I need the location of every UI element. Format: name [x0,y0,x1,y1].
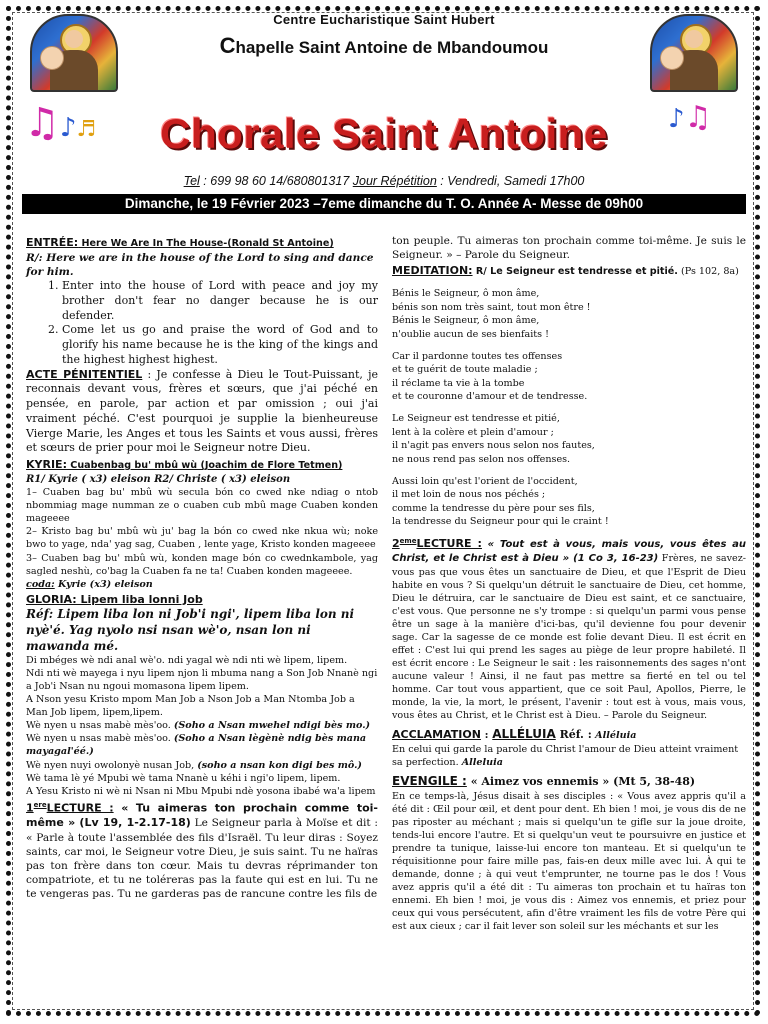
gloria-line-8: A Yesu Kristo ni wè ni Nsan ni Mbu Mpubi ndè yosona ibabé wa'a lipem [26,785,376,797]
gloria-line-6b: (soho a nsan kon digi bes mô.) [197,759,362,771]
lecture2-num: 2 [392,537,400,551]
psalm-line: comme la tendresse du père pour ses fils, [392,502,595,514]
psalm-line: Car il pardonne toutes tes offenses [392,350,563,362]
psalm-line: Le Seigneur est tendresse et pitié, [392,413,560,425]
acte-text: : Je confesse à Dieu le Tout-Puissant, je reconnais devant vous, frères et sœurs, que j'ai péché en pensée, en parole, par action et par omission ; oui j'ai vraiment péché. C'est pourquoi je supplie la bienheureuse Vierge Marie, les Anges et tous les Saints et vous aussi, frères et sœurs de prier pour moi le Seigneur notre Dieu. [26,367,379,455]
acclamation-alleluia: ALLÉLUIA [492,727,556,742]
psalm-line: et te guérit de toute maladie ; [392,364,538,376]
psalm-line: et te couronne d'amour et de tendresse. [392,391,588,403]
acclamation-colon: : [480,729,493,742]
psalm-line: n'oublie aucun de ses bienfaits ! [392,329,549,341]
rehearsal-label: Jour Répétition [352,174,437,188]
gloria-line-6a: Wè nyen nuyi owolonyè nusan Job, [26,759,198,771]
meditation-ref: (Ps 102, 8a) [677,266,739,278]
tel-label: Tel [183,174,200,188]
gloria-line-4b: (Soho a Nsan mwehel ndigi bès mo.) [173,720,371,732]
acclamation-end: Alleluia [461,757,504,769]
header [0,12,768,59]
right-column [392,234,746,933]
gloria-line-5a: Wè nyen u nsas mabè mès'oo. [26,733,174,745]
lecture1-continued: ton peuple. Tu aimeras ton prochain comme toi-même. Je suis le Seigneur. » – Parole du Seigneur. [392,235,746,262]
lecture1-text: Le Seigneur parla à Moïse et dit : « Parle à toute l'assemblée des fils d'Israël. Tu leur diras : Soyez saints, car moi, le Seigneur votre Dieu, je suis saint. Tu ne haïras pas ton frère dans ton cœur. Mais tu devras réprimander ton compatriote, et tu ne toléreras pas la faute qui est en lui. Tu ne te vengeras pas. Tu ne garderas pas de rancune contre les fils de [26,816,378,901]
kyrie-coda-label: coda: [26,578,55,590]
evangile-quote: « Aimez vos ennemis » (Mt 5, 38-48) [466,775,696,789]
kyrie-coda-text: Kyrie (x3) eleison [54,578,153,590]
meditation-refrain: R/ Le Seigneur est tendresse et pitié. [472,266,678,278]
header-line2 [0,33,768,59]
gloria-line-3: A Nson yesu Kristo mpom Man Job a Nson Job a Man Ntomba Job a Man Job lipem, lipem,lipem. [26,694,355,719]
psalm-stanza-4 [392,475,746,529]
acclamation-ref-label: Réf. : [555,728,592,742]
entree-refrain: R/: Here we are in the house of the Lord to sing and dance for him. [26,251,374,279]
psalm-line: Aussi loin qu'est l'orient de l'occident, [392,475,578,487]
acclamation-text: En celui qui garde la parole du Christ l'amour de Dieu atteint vraiment sa perfection. [392,744,739,769]
gloria-line-5b: (Soho a Nsan lègènè ndig bès mana mayagal'éé.) [26,733,367,758]
psalm-stanza-2 [392,350,746,404]
psalm-line: Bénis le Seigneur, ô mon âme, [392,315,540,327]
psalm-line: lent à la colère et plein d'amour ; [392,426,554,438]
contact-line [0,174,768,188]
kyrie-song: Cuabenbag bu' mbû wù (Joachim de Flore Tetmen) [66,460,343,472]
psalm-line: Bénis le Seigneur, ô mon âme, [392,288,540,300]
evangile-label: EVENGILE : [392,774,467,789]
acte-label: ACTE PÉNITENTIEL [26,367,143,381]
mass-banner: Dimanche, le 19 Février 2023 –7eme dimanche du T. O. Année A- Messe de 09h00 [22,194,746,214]
rehearsal-value: : Vendredi, Samedi 17h00 [436,174,585,188]
psalm-line: bénis son nom très saint, tout mon être ! [392,301,591,313]
acclamation-ref-text: Alléluia [591,730,637,742]
lecture1-num: 1 [26,801,34,815]
psalm-stanza-1 [392,287,746,341]
kyrie-refrain: R1/ Kyrie ( x3) eleison R2/ Christe ( x3) eleison [26,473,291,485]
psalm-stanza-3 [392,412,746,466]
gloria-refrain: Réf: Lipem liba lon ni Job'i ngi', lipem liba lon ni nyè'é. Yag nyolo nsi nsan wè'o, nsan lon ni mawanda mé. [26,607,355,653]
kyrie-label: KYRIE: [26,458,67,472]
lecture1-sup: ere [33,800,47,809]
gloria-label: GLORIA: Lipem liba lonni Job [26,592,203,606]
music-notes-left-icon: ♫♪♬ [24,100,97,146]
meditation-label: MEDITATION: [392,264,473,278]
lecture1-label: LECTURE : [46,801,114,815]
entree-verse-1: 1. Enter into the house of Lord with peace and joy my brother don't fear no danger because he is our defender. [62,279,378,323]
header-line1: Centre Eucharistique Saint Hubert [273,12,495,27]
kyrie-verse-3: 3– Cuaben bag bu' mbû wù, konden mage bón co cwednkambole, yag sagled neshù, co'bag la Cuaben fa ne ta! Cuaben konden mageeee. [26,552,378,577]
left-column [26,236,378,902]
psalm-line: ne nous rend pas selon nos offenses. [392,453,571,465]
kyrie-verse-1: 1– Cuaben bag bu' mbû wù secula bón co cwed nke ndiag o ntob nbommiag mage numman ze o cuaben cub mbû mage Cuaben konden mageeee [26,487,378,525]
header-initial: C [219,33,236,58]
lecture2-text: Frères, ne savez-vous pas que vous êtes un sanctuaire de Dieu, et que l'Esprit de Dieu habite en vous ? Si quelqu'un détruit le sanctuaire de Dieu, cet homme, Dieu le détruira, car le sanctuaire de Dieu est saint, et ce sanctuaire, c'est vous. Que personne ne s'y trompe : si quelqu'un parmi vous pense être un sage à la manière d'ici-bas, qu'il devienne fou pour devenir sage. Car la sagesse de ce monde est folie devant Dieu. Il est écrit en effet : C'est lui qui prend les sages au piège de leur propre habileté. Il est écrit encore : Le Seigneur le sait : les raisonnements des sages n'ont aucune valeur ! Ainsi, il ne faut pas mettre sa fierté en tel ou tel homme. Car tout vous appartient, que ce soit Paul, Apollos, Pierre, le monde, la vie, la mort, le présent, l'avenir : tout est à vous, mais vous, vous êtes au Christ, et le Christ est à Dieu. – Parole du Seigneur. [392,553,747,722]
entree-label: ENTRÉE: [26,236,79,249]
psalm-line: il met loin de nous nos péchés ; [392,489,546,501]
gloria-line-4a: Wè nyen u nsas mabè mès'oo. [26,720,174,732]
music-notes-right-icon: ♪♫ [668,100,712,135]
lecture1-quote: « Tu aimeras ton prochain comme toi-même » (Lv 19, 1-2.17-18) [26,801,378,829]
lecture2-sup: eme [399,536,417,545]
psalm-stanzas [392,287,746,529]
acclamation-label: ACCLAMATION [392,728,481,742]
lecture2-quote: « Tout est à vous, mais vous, vous êtes au Christ, et le Christ est à Dieu » (1 Co 3, 16-23) [392,539,746,565]
choir-title: Chorale Saint Antoine [160,110,608,157]
lecture2-label: LECTURE : [416,537,482,551]
gloria-line-2: Ndi nti wè mayega i nyu lipem njon li mbuma nang a Son Job Nnanè ngi a Job'i Nsan nu ngoui momasona lipem lipem. [26,668,378,693]
evangile-text: En ce temps-là, Jésus disait à ses disciples : « Vous avez appris qu'il a été dit : Œil pour œil, et dent pour dent. Eh bien ! moi, je vous dis de ne pas riposter au méchant ; mais si quelqu'un te gifle sur la joue droite, tends-lui encore l'autre. Et si quelqu'un veut te poursuivre en justice et prendre ta tunique, laisse-lui encore ton manteau. Et si quelqu'un te réquisitionne pour faire mille pas, fais-en deux mille avec lui. À qui te demande, donne ; à qui veut t'emprunter, ne tourne pas le dos ! Vous avez appris qu'il a été dit : Tu aimeras ton prochain et tu haïras ton ennemi. Eh bien ! moi, je vous dis : Aimez vos ennemis, et priez pour ceux qui vous persécutent, afin d'être vraiment les fils de votre Père qui est aux cieux ; car il fait lever son soleil sur les méchants et sur les [392,790,746,933]
entree-song: Here We Are In The House-(Ronald St Antoine) [78,238,334,249]
psalm-line: il réclame ta vie à la tombe [392,377,525,389]
header-line2-rest: hapelle Saint Antoine de Mbandoumou [235,38,549,57]
gloria-line-1: Di mbéges wè ndi anal wè'o. ndi yagal wè ndi nti wè lipem, lipem. [26,655,348,667]
psalm-line: il n'agit pas envers nous selon nos fautes, [392,440,595,452]
psalm-line: la tendresse du Seigneur pour qui le craint ! [392,516,609,528]
gloria-line-7: Wè tama lè yé Mpubi wè tama Nnanè u kéhi i ngi'o lipem, lipem. [26,772,341,784]
kyrie-verse-2: 2– Kristo bag bu' mbû wù ju' bag la bón co cwed nke nkua wù; noke bwo to yage, nda' yag sag, Cuaben , lente yage, Kristo konden mageeee [26,526,378,551]
entree-verse-2: 2. Come let us go and praise the word of God and to glorify his name because he is the king of the kings and the highest highest highest. [62,323,378,367]
entree-verses [26,279,378,367]
tel-value: : 699 98 60 14/680801317 [199,174,353,188]
